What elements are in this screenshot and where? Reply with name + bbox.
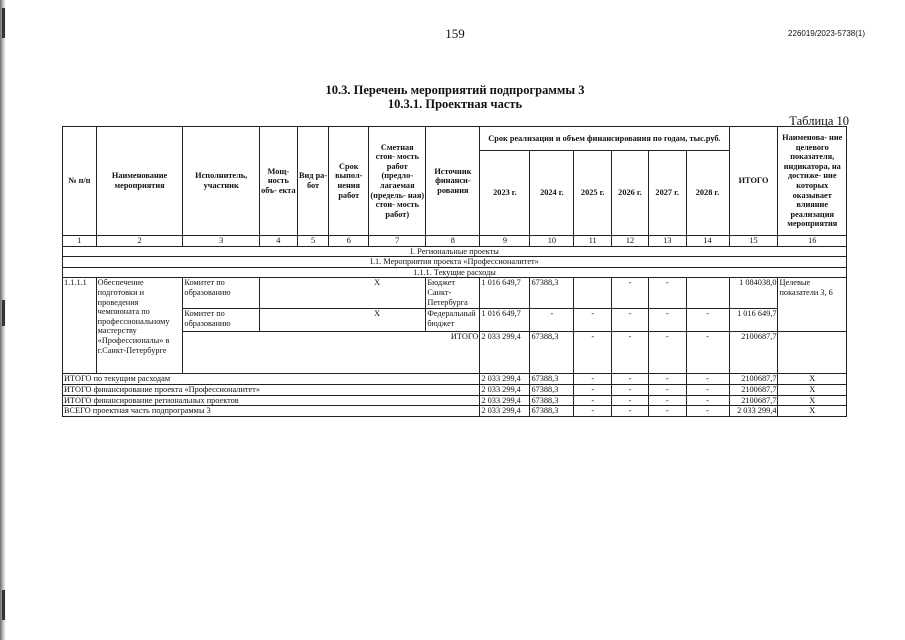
indicator-x: Х — [778, 384, 847, 395]
value-2028: - — [686, 406, 729, 417]
value-2026: - — [612, 384, 649, 395]
scan-mark — [2, 300, 5, 326]
value-total: 2100687,7 — [729, 395, 778, 406]
header-year: 2023 г. — [480, 151, 530, 236]
value-2025: - — [574, 395, 612, 406]
header-estimate: Сметная стои- мость работ (предло- лагаемая (предель- ная) стои- мость работ) — [369, 127, 426, 236]
col-number: 6 — [329, 236, 369, 247]
indicator-empty — [778, 332, 847, 374]
col-number: 15 — [729, 236, 778, 247]
value-2028: - — [686, 384, 729, 395]
value-2026: - — [612, 278, 649, 309]
indicator-x: Х — [778, 406, 847, 417]
value-2028: - — [686, 332, 729, 374]
value-2026: - — [612, 309, 649, 332]
header-year: 2025 г. — [574, 151, 612, 236]
header-source: Источник финанси- рования — [426, 127, 480, 236]
value-2025: - — [574, 309, 612, 332]
indicator-cell: Целевые показатели 3, 6 — [778, 278, 847, 332]
value-total: 2100687,7 — [729, 374, 778, 385]
table-caption: Таблица 10 — [789, 114, 849, 128]
activity-name: Обеспечение подготовки и проведения чемпионата по профессиональному мастерству «Профессионалы» в г.Санкт-Петербурге — [96, 278, 183, 374]
subtotal-label: ИТОГО — [183, 332, 480, 374]
document-code: 226019/2023-5738(1) — [788, 29, 865, 38]
source-cell: Бюджет Санкт-Петербурга — [426, 278, 480, 309]
value-2027: - — [648, 332, 686, 374]
value-2028: - — [686, 309, 729, 332]
col-number: 11 — [574, 236, 612, 247]
value-2028: - — [686, 374, 729, 385]
capacity-cell — [259, 278, 297, 309]
value-2027: - — [648, 395, 686, 406]
header-year: 2027 г. — [648, 151, 686, 236]
header-total: ИТОГО — [729, 127, 778, 236]
col-number: 12 — [612, 236, 649, 247]
value-2024: 67388,3 — [530, 395, 574, 406]
col-number: 8 — [426, 236, 480, 247]
col-number: 9 — [480, 236, 530, 247]
value-2027: - — [648, 406, 686, 417]
header-name: Наименование мероприятия — [96, 127, 183, 236]
value-total: 2 033 299,4 — [729, 406, 778, 417]
value-2027: - — [648, 278, 686, 309]
value-total: 1 016 649,7 — [729, 309, 778, 332]
value-2025 — [574, 278, 612, 309]
value-2023: 2 033 299,4 — [480, 406, 530, 417]
value-2028: - — [686, 395, 729, 406]
source-cell: Федеральный бюджет — [426, 309, 480, 332]
value-2025: - — [574, 384, 612, 395]
value-2024: 67388,3 — [530, 374, 574, 385]
col-number: 4 — [259, 236, 297, 247]
capacity-cell — [259, 309, 297, 332]
section-row: I.1. Мероприятия проекта «Профессионалитет» — [63, 257, 847, 268]
activity-number: 1.1.1.1 — [63, 278, 97, 374]
header-year: 2024 г. — [530, 151, 574, 236]
value-2027: - — [648, 384, 686, 395]
col-number: 3 — [183, 236, 260, 247]
total-label: ИТОГО по текущим расходам — [63, 374, 480, 385]
scan-mark — [2, 8, 5, 38]
value-2023: 2 033 299,4 — [480, 384, 530, 395]
value-2023: 1 016 649,7 — [480, 278, 530, 309]
value-2024: 67388,3 — [530, 384, 574, 395]
header-year: 2028 г. — [686, 151, 729, 236]
value-2025: - — [574, 406, 612, 417]
value-2023: 2 033 299,4 — [480, 395, 530, 406]
value-2024: 67388,3 — [530, 278, 574, 309]
section-row: I. Региональные проекты — [63, 246, 847, 257]
header-num: № п/п — [63, 127, 97, 236]
value-2024: - — [530, 309, 574, 332]
indicator-x: Х — [778, 374, 847, 385]
x-mark: Х — [329, 309, 426, 332]
header-period-group: Срок реализации и объем финансирования по годам, тыс.руб. — [480, 127, 729, 151]
scan-mark — [2, 590, 5, 620]
col-number: 10 — [530, 236, 574, 247]
indicator-x: Х — [778, 395, 847, 406]
header-work-type: Вид ра- бот — [297, 127, 329, 236]
value-2026: - — [612, 406, 649, 417]
executor-cell: Комитет по образованию — [183, 309, 260, 332]
executor-cell: Комитет по образованию — [183, 278, 260, 309]
value-2025: - — [574, 374, 612, 385]
value-total: 2100687,7 — [729, 332, 778, 374]
value-2024: 67388,3 — [530, 332, 574, 374]
activities-table — [62, 126, 847, 417]
header-term: Срок выпол- нения работ — [329, 127, 369, 236]
x-mark: Х — [329, 278, 426, 309]
page-number: 159 — [445, 26, 465, 41]
header-capacity: Мощ- ность объ- екта — [259, 127, 297, 236]
col-number: 5 — [297, 236, 329, 247]
col-number: 1 — [63, 236, 97, 247]
value-total: 1 084038,0 — [729, 278, 778, 309]
header-executor: Исполнитель, участник — [183, 127, 260, 236]
subsection-title: 10.3.1. Проектная часть — [387, 97, 523, 111]
value-2024: 67388,3 — [530, 406, 574, 417]
value-2023: 2 033 299,4 — [480, 374, 530, 385]
value-total: 2100687,7 — [729, 384, 778, 395]
total-label: ВСЕГО проектная часть подпрограммы 3 — [63, 406, 480, 417]
value-2028 — [686, 278, 729, 309]
work-type-cell — [297, 309, 329, 332]
col-number: 2 — [96, 236, 183, 247]
section-row: 1.1.1. Текущие расходы — [63, 267, 847, 278]
col-number: 7 — [369, 236, 426, 247]
value-2026: - — [612, 374, 649, 385]
total-label: ИТОГО финансирование проекта «Профессионалитет» — [63, 384, 480, 395]
value-2025: - — [574, 332, 612, 374]
value-2026: - — [612, 332, 649, 374]
col-number: 13 — [648, 236, 686, 247]
work-type-cell — [297, 278, 329, 309]
header-indicator: Наименова- ние целевого показателя, индикатора, на достиже- ние которых оказывает влияние реализация мероприятия — [778, 127, 847, 236]
header-year: 2026 г. — [612, 151, 649, 236]
col-number: 16 — [778, 236, 847, 247]
value-2023: 1 016 649,7 — [480, 309, 530, 332]
total-label: ИТОГО финансирование региональных проектов — [63, 395, 480, 406]
section-title: 10.3. Перечень мероприятий подпрограммы 3 — [325, 83, 585, 97]
col-number: 14 — [686, 236, 729, 247]
value-2026: - — [612, 395, 649, 406]
value-2023: 2 033 299,4 — [480, 332, 530, 374]
value-2027: - — [648, 374, 686, 385]
value-2027: - — [648, 309, 686, 332]
